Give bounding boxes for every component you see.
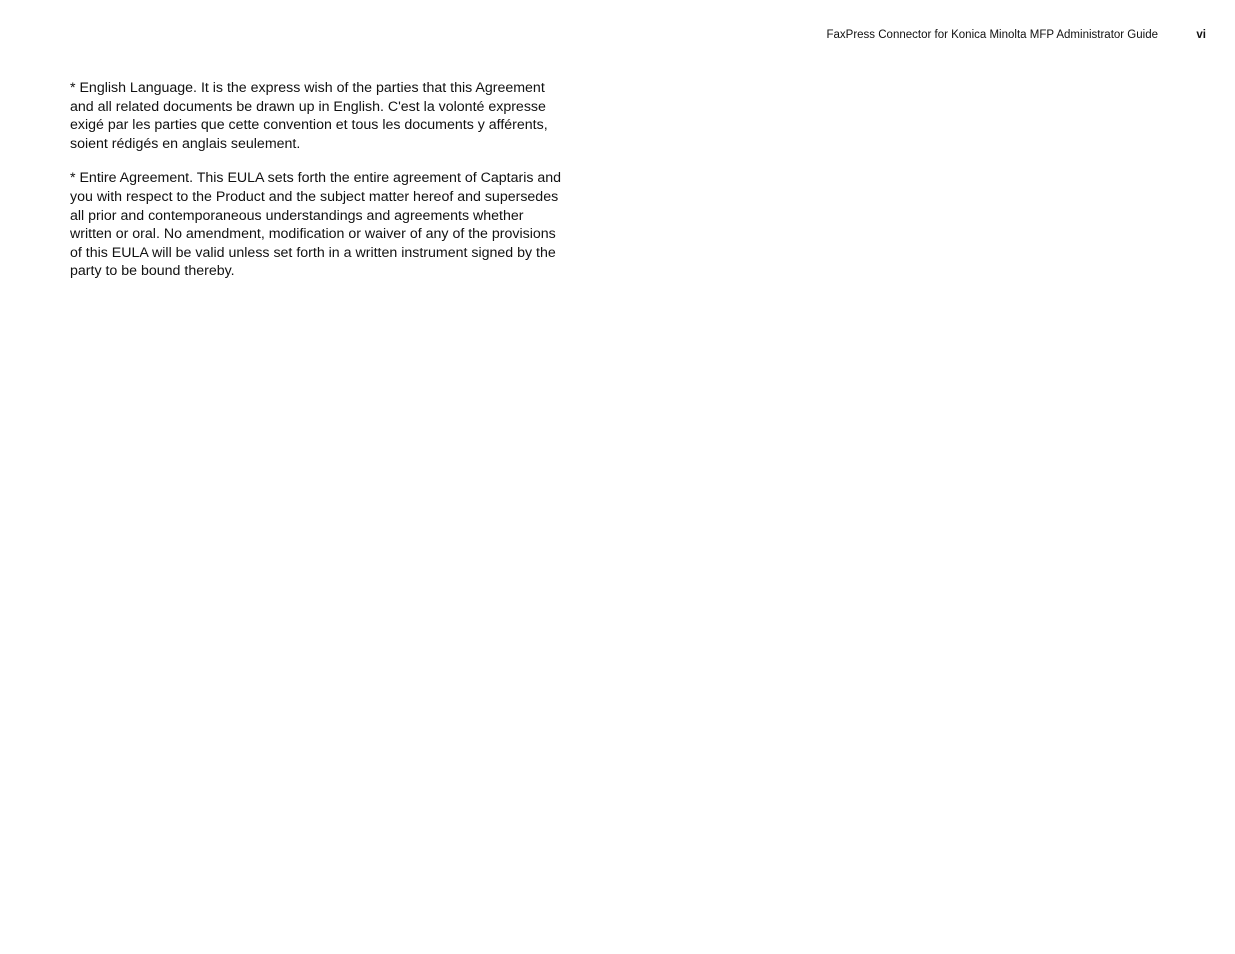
page-number: vi [1196, 29, 1206, 41]
text-line: soient rédigés en anglais seulement. [70, 135, 301, 152]
text-line: exigé par les parties que cette convention et tous les documents y afférents, [70, 117, 548, 134]
text-line: party to be bound thereby. [70, 263, 235, 280]
page-header [0, 27, 1235, 43]
header-title: FaxPress Connector for Konica Minolta MFP Administrator Guide [826, 29, 1158, 41]
page-content [70, 79, 592, 297]
text-line: and all related documents be drawn up in English. C'est la volonté expresse [70, 98, 546, 115]
text-line: of this EULA will be valid unless set forth in a written instrument signed by the [70, 244, 556, 261]
text-line: you with respect to the Product and the subject matter hereof and supersedes [70, 188, 559, 205]
text-line: * Entire Agreement. This EULA sets forth the entire agreement of Captaris and [70, 170, 562, 187]
text-line: written or oral. No amendment, modification or waiver of any of the provisions [70, 226, 556, 243]
paragraph-entire-agreement [70, 169, 592, 281]
text-line: all prior and contemporaneous understandings and agreements whether [70, 207, 524, 224]
paragraph-english-language [70, 79, 592, 153]
text-line: * English Language. It is the express wish of the parties that this Agreement [70, 80, 545, 96]
